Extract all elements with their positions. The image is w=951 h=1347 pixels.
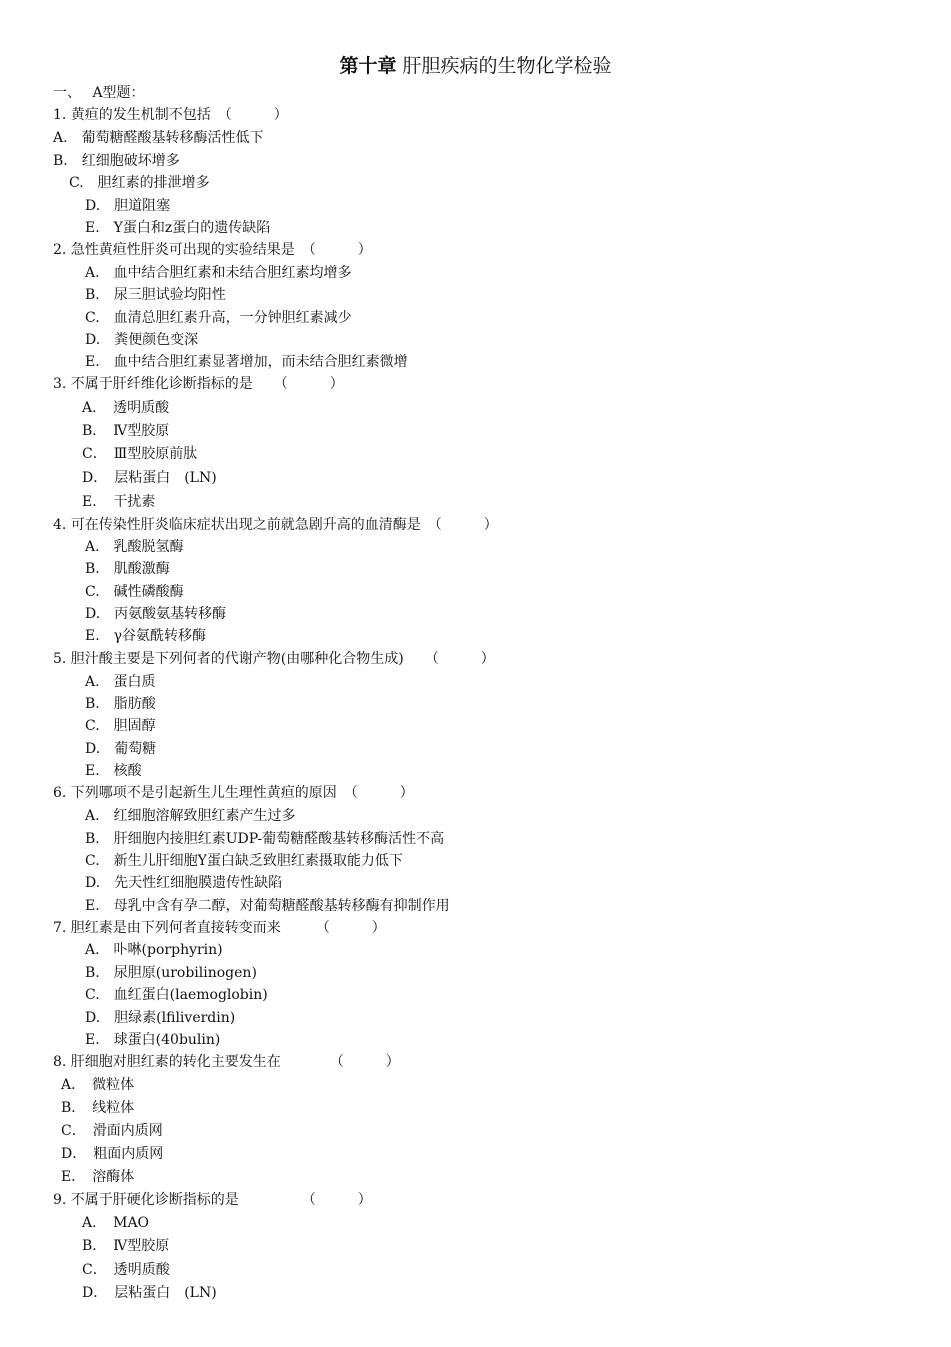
option-line: B． Ⅳ型胶原 (82, 1238, 170, 1254)
option-line: C． 滑面内质网 (61, 1123, 163, 1139)
question-9: 9. 不属于肝硬化诊断指标的是 （ ） (53, 1192, 372, 1208)
option-line: B. 尿胆原(urobilinogen) (85, 965, 257, 981)
option-line: C. 碱性磷酸酶 (85, 584, 184, 600)
option-line: D. 胆绿素(lfiliverdin) (85, 1010, 236, 1026)
option-line: D． 层粘蛋白 (LN) (82, 470, 217, 486)
question-3: 3. 不属于肝纤维化诊断指标的是 （ ） (53, 376, 344, 392)
option-line: A． 微粒体 (61, 1077, 135, 1093)
option-line: E. 球蛋白(40bulin) (85, 1032, 221, 1048)
question-6: 6. 下列哪项不是引起新生儿生理性黄疸的原因 （ ） (53, 785, 414, 801)
option-line: A. 红细胞溶解致胆红素产生过多 (85, 808, 296, 824)
option-line: A. 卟啉(porphyrin) (85, 942, 223, 958)
option-line: D. 先天性红细胞膜遗传性缺陷 (85, 875, 283, 891)
option-line: A. 血中结合胆红素和未结合胆红素均增多 (85, 265, 352, 281)
option-line: E. 核酸 (85, 763, 142, 779)
option-line: E． 干扰素 (82, 494, 156, 510)
option-line: A. 乳酸脱氢酶 (85, 539, 184, 555)
page-title (0, 53, 951, 79)
option-line: A. 葡萄糖醛酸基转移酶活性低下 (53, 130, 264, 146)
option-line: D． 粗面内质网 (61, 1146, 164, 1162)
option-line: C. 血清总胆红素升高，一分钟胆红素减少 (85, 310, 352, 326)
option-line: D． 层粘蛋白 (LN) (82, 1285, 217, 1301)
option-line: C. 新生儿肝细胞Y蛋白缺乏致胆红素摄取能力低下 (85, 853, 403, 869)
option-line: E． 溶酶体 (61, 1169, 135, 1185)
option-line: B. 脂肪酸 (85, 696, 156, 712)
option-line: E. 血中结合胆红素显著增加，而未结合胆红素微增 (85, 354, 408, 370)
question-5: 5. 胆汁酸主要是下列何者的代谢产物(由哪种化合物生成) （ ） (53, 651, 495, 667)
question-2: 2. 急性黄疸性肝炎可出现的实验结果是 （ ） (53, 242, 372, 258)
option-line: B. 肌酸激酶 (85, 561, 170, 577)
option-line: C. 血红蛋白(laemoglobin) (85, 987, 268, 1003)
option-line: E. γ谷氨酰转移酶 (85, 628, 207, 644)
option-line: B． 线粒体 (61, 1100, 135, 1116)
option-line: A. 蛋白质 (85, 674, 156, 690)
option-line: C． Ⅲ型胶原前肽 (82, 446, 198, 462)
option-line: B. 红细胞破坏增多 (53, 153, 180, 169)
option-line: C． 透明质酸 (82, 1262, 170, 1278)
option-line: A． 透明质酸 (82, 400, 170, 416)
section-heading: 一、 A型题： (53, 85, 145, 101)
title-chapter: 第十章 (339, 55, 397, 77)
option-line: C. 胆固醇 (85, 718, 156, 734)
option-line: B. 肝细胞内接胆红素UDP-葡萄糖醛酸基转移酶活性不高 (85, 831, 445, 847)
option-line: E. Y蛋白和z蛋白的遗传缺陷 (85, 220, 271, 236)
option-line: D. 葡萄糖 (85, 741, 157, 757)
option-line: B. 尿三胆试验均阳性 (85, 287, 226, 303)
question-8: 8. 肝细胞对胆红素的转化主要发生在 （ ） (53, 1054, 400, 1070)
option-line: A． MAO (82, 1215, 150, 1231)
option-line: B． Ⅳ型胶原 (82, 423, 170, 439)
option-line: E. 母乳中含有孕二醇，对葡萄糖醛酸基转移酶有抑制作用 (85, 898, 450, 914)
question-4: 4. 可在传染性肝炎临床症状出现之前就急剧升高的血清酶是 （ ） (53, 517, 498, 533)
option-line: D. 粪便颜色变深 (85, 332, 199, 348)
option-line: D. 胆道阻塞 (85, 198, 171, 214)
option-line: D. 丙氨酸氨基转移酶 (85, 606, 227, 622)
title-text: 肝胆疾病的生物化学检验 (396, 55, 612, 77)
question-7: 7. 胆红素是由下列何者直接转变而来 （ ） (53, 920, 386, 936)
question-1: 1. 黄疸的发生机制不包括 （ ） (53, 107, 288, 123)
option-line: C. 胆红素的排泄增多 (69, 175, 210, 191)
